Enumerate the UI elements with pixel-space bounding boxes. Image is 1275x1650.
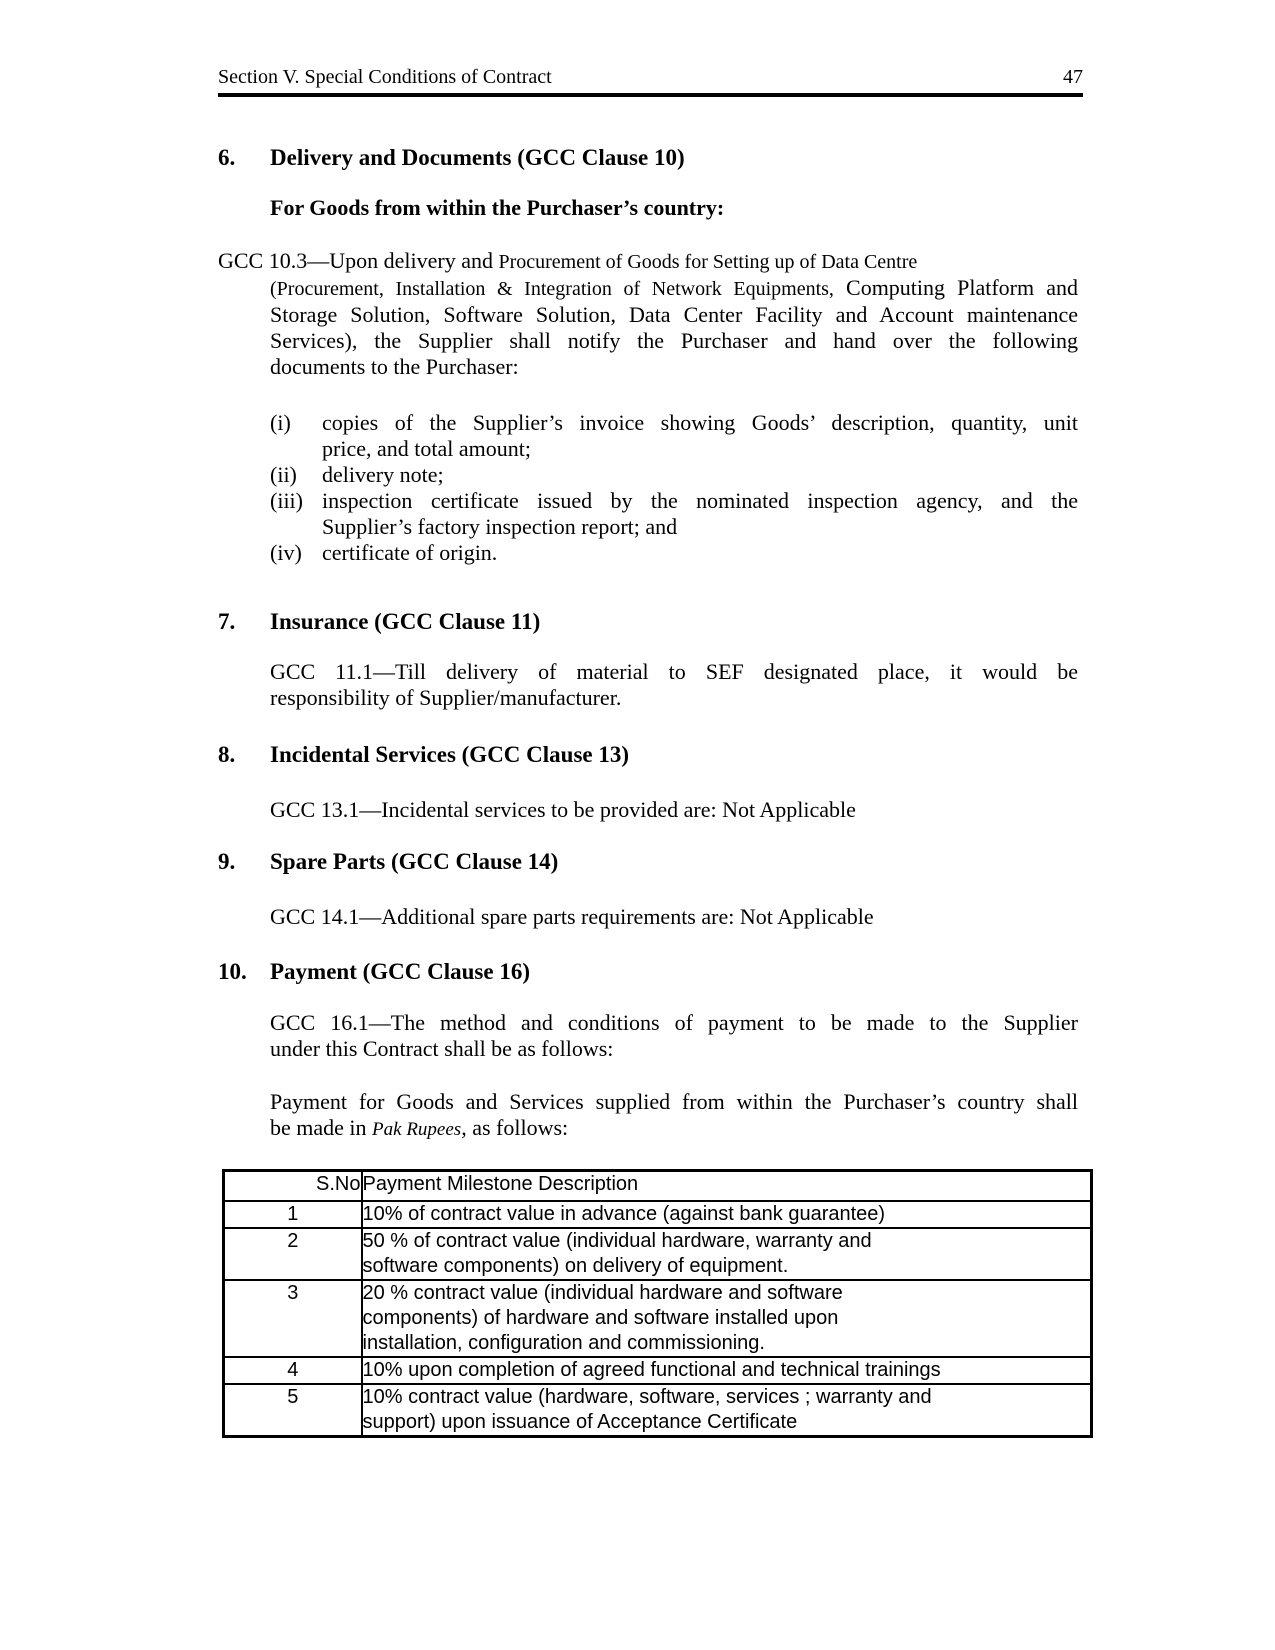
list-item-iii-label: (iii) [270, 488, 303, 513]
section-8-number: 8. [218, 742, 236, 767]
document-list [218, 410, 1083, 566]
table-header-row [224, 1171, 1092, 1202]
section-7-heading [218, 607, 1083, 637]
section-8-title: Incidental Services (GCC Clause 13) [270, 742, 630, 767]
section-6-title: Delivery and Documents (GCC Clause 10) [270, 145, 685, 170]
section-8-heading [218, 740, 1083, 770]
section-6-heading [218, 143, 1083, 173]
table-row: 1 10% of contract value in advance (against bank guarantee) [224, 1201, 1092, 1228]
section-6-subheading: For Goods from within the Purchaser’s country: [270, 195, 725, 220]
gcc-10-3-line-3: Storage Solution, Software Solution, Data Center Facility and Account maintenance [270, 302, 1078, 327]
clause-gcc-13-1: GCC 13.1—Incidental services to be provided are: Not Applicable [270, 797, 856, 822]
section-6-number: 6. [218, 145, 236, 170]
column-header-sno: S.No [224, 1171, 362, 1202]
table-row: 5 10% contract value (hardware, software, services ; warranty and support) upon issuance of Acceptance Certificate [224, 1384, 1092, 1437]
page-number: 47 [1063, 66, 1083, 88]
section-10-title: Payment (GCC Clause 16) [270, 959, 530, 984]
payment-intro-paragraph: Payment for Goods and Services supplied from within the Purchaser’s country shall be made in Pak Rupees, as follows: [270, 1089, 1078, 1143]
section-10-number: 10. [218, 959, 247, 984]
section-9-title: Spare Parts (GCC Clause 14) [270, 849, 559, 874]
page-header [218, 64, 1083, 97]
section-7-title: Insurance (GCC Clause 11) [270, 609, 541, 634]
list-item-iii: (iii) inspection certificate issued by the nominated inspection agency, and the Supplier’s factory inspection report; and [270, 488, 1078, 539]
gcc-10-3-line-2: (Procurement, Installation & Integration of Network Equipments, Computing Platform and [270, 275, 1078, 300]
list-item-iv-label: (iv) [270, 540, 302, 565]
table-row: 4 10% upon completion of agreed functional and technical trainings [224, 1357, 1092, 1384]
payment-intro-line-2: be made in Pak Rupees, as follows: [270, 1115, 569, 1140]
table-row: 2 50 % of contract value (individual hardware, warranty and software components) on delivery of equipment. [224, 1228, 1092, 1280]
section-9-number: 9. [218, 849, 236, 874]
list-item-ii: (ii) delivery note; [270, 462, 444, 487]
section-10-heading [218, 957, 1083, 987]
gcc-10-3-line-1: GCC 10.3—Upon delivery and Procurement of Goods for Setting up of Data Centre [218, 248, 918, 273]
section-7-number: 7. [218, 609, 236, 634]
clause-gcc-11-1: GCC 11.1—Till delivery of material to SEF designated place, it would be responsibility of Supplier/manufacturer. [270, 659, 1078, 710]
clause-gcc-16-1: GCC 16.1—The method and conditions of payment to be made to the Supplier under this Contract shall be as follows: [270, 1010, 1078, 1061]
clause-gcc-14-1: GCC 14.1—Additional spare parts requirements are: Not Applicable [270, 904, 874, 929]
currency-name: Pak Rupees [372, 1119, 462, 1140]
payment-milestones-table [222, 1169, 1093, 1438]
table-row: 3 20 % contract value (individual hardware and software components) of hardware and software installed upon installation, configuration and commissioning. [224, 1280, 1092, 1357]
list-item-iv: (iv) certificate of origin. [270, 540, 498, 565]
list-item-ii-label: (ii) [270, 462, 297, 487]
page-content [0, 64, 1083, 1438]
section-9-heading [218, 847, 1083, 877]
list-item-i-label: (i) [270, 410, 291, 435]
clause-gcc-10-3 [218, 248, 1078, 380]
list-item-i: (i) copies of the Supplier’s invoice showing Goods’ description, quantity, unit price, and total amount; [270, 410, 1078, 461]
gcc-10-3-line-5: documents to the Purchaser: [270, 354, 519, 379]
column-header-description: Payment Milestone Description [362, 1171, 1092, 1202]
gcc-10-3-line-4: Services), the Supplier shall notify the Purchaser and hand over the following [270, 328, 1078, 353]
header-title: Section V. Special Conditions of Contract [218, 66, 552, 88]
